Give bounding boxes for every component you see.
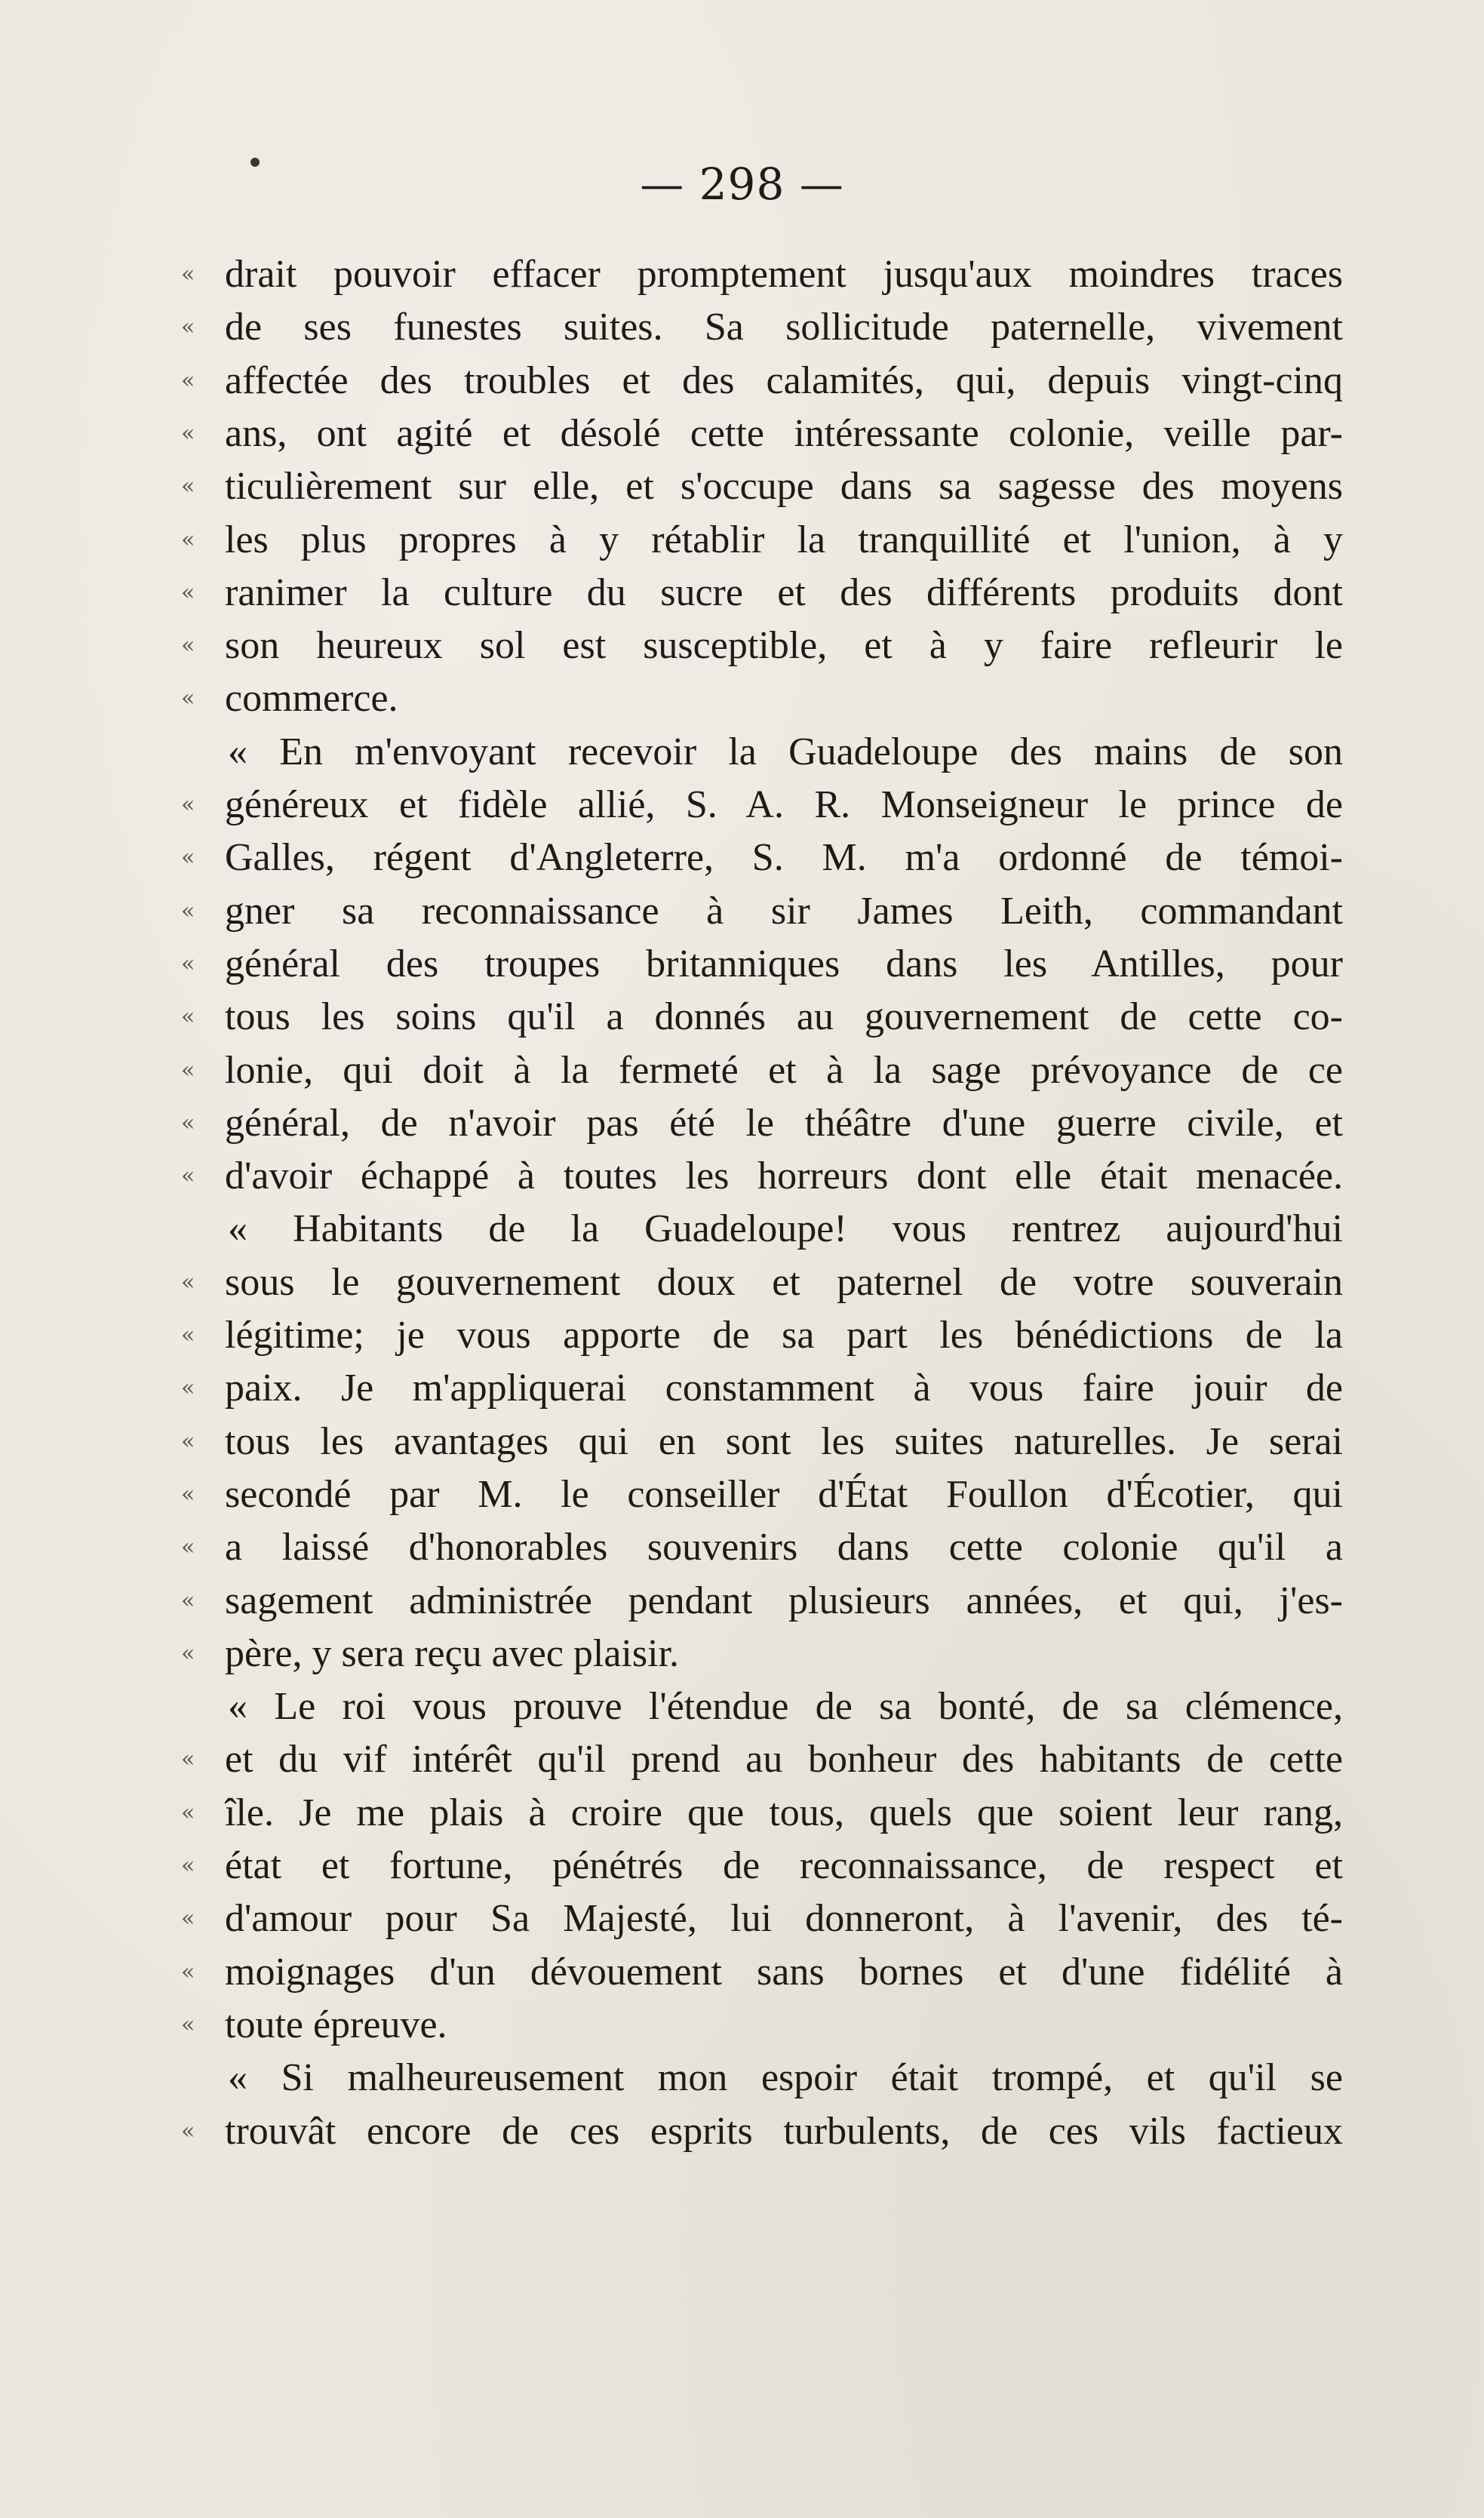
text-line-content: tous les avantages qui en sont les suites naturelles. Je serai [225, 1420, 1343, 1463]
text-line-content: tous les soins qu'il a donnés au gouvernement de cette co- [225, 995, 1343, 1038]
text-line-content: état et fortune, pénétrés de reconnaissance, de respect et [225, 1844, 1343, 1887]
margin-quote-mark: « [181, 685, 195, 712]
margin-quote-mark: « [181, 1163, 195, 1189]
margin-quote-mark: « [181, 473, 195, 500]
margin-quote-mark: « [181, 314, 195, 340]
text-line-content: d'avoir échappé à toutes les horreurs dont elle était menacée. [225, 1154, 1343, 1198]
margin-quote-mark: « [181, 1588, 195, 1614]
text-line-content: père, y sera reçu avec plaisir. [225, 1632, 680, 1675]
text-line [225, 247, 1343, 302]
text-line-content: et du vif intérêt qu'il prend au bonheur des habitants de cette [225, 1738, 1343, 1781]
margin-quote-mark: « [181, 580, 195, 606]
text-line [225, 1520, 1343, 1575]
text-line [225, 354, 1343, 408]
text-line-content: paix. Je m'appliquerai constamment à vous faire jouir de [225, 1367, 1343, 1410]
text-line-content: généreux et fidèle allié, S. A. R. Monseigneur le prince de [225, 783, 1343, 826]
text-line [225, 1361, 1343, 1416]
margin-quote-mark: « [181, 1640, 195, 1667]
text-line-content: lonie, qui doit à la fermeté et à la sage prévoyance de ce [225, 1049, 1343, 1092]
text-line-content: drait pouvoir effacer promptement jusqu'aux moindres traces [225, 253, 1343, 296]
text-line [225, 1574, 1343, 1628]
margin-quote-mark: « [181, 1322, 195, 1348]
margin-quote-mark: « [181, 1746, 195, 1772]
text-line-content: sous le gouvernement doux et paternel de votre souverain [225, 1261, 1343, 1304]
margin-quote-mark: « [181, 367, 195, 394]
text-line-content: gner sa reconnaissance à sir James Leith, commandant [225, 890, 1343, 933]
text-line [225, 937, 1343, 992]
text-line-content: secondé par M. le conseiller d'État Foullon d'Écotier, qui [225, 1473, 1343, 1516]
text-line [225, 460, 1343, 514]
text-line [225, 1044, 1343, 1098]
margin-quote-mark: « [181, 261, 195, 287]
text-line [225, 1892, 1343, 1946]
margin-quote-mark: « [181, 1852, 195, 1879]
text-line-content: général des troupes britanniques dans les Antilles, pour [225, 942, 1343, 985]
text-line-content: affectée des troubles et des calamités, qui, depuis vingt-cinq [225, 359, 1343, 402]
text-line-content: sagement administrée pendant plusieurs années, et qui, j'es- [225, 1579, 1343, 1622]
text-line-content: ans, ont agité et désolé cette intéressante colonie, veille par- [225, 412, 1343, 455]
text-line [225, 1149, 1343, 1204]
margin-quote-mark: « [181, 1269, 195, 1296]
text-line [225, 2104, 1343, 2159]
margin-quote-mark: « [181, 1428, 195, 1455]
text-line [228, 1202, 1346, 1256]
margin-quote-mark: « [181, 1004, 195, 1030]
margin-quote-mark: « [181, 1481, 195, 1508]
text-line [225, 1468, 1343, 1522]
text-line [225, 1096, 1343, 1151]
text-line [225, 1732, 1343, 1787]
text-line [225, 1627, 1343, 1681]
text-line [225, 884, 1343, 939]
text-line-content: d'amour pour Sa Majesté, lui donneront, à l'avenir, des té- [225, 1897, 1343, 1940]
text-line [225, 778, 1343, 832]
text-line-content: son heureux sol est susceptible, et à y faire refleurir le [225, 624, 1343, 667]
text-line [228, 1680, 1346, 1734]
text-line [225, 1308, 1343, 1363]
text-line [225, 1839, 1343, 1893]
text-line [228, 725, 1346, 779]
text-line [225, 1415, 1343, 1469]
text-line-content: ranimer la culture du sucre et des différents produits dont [225, 571, 1343, 614]
text-line-content: « Le roi vous prouve l'étendue de sa bonté, de sa clémence, [228, 1685, 1343, 1728]
margin-quote-mark: « [181, 527, 195, 553]
text-line [225, 300, 1343, 355]
text-line [225, 1786, 1343, 1840]
text-line-content: « Habitants de la Guadeloupe! vous rentrez aujourd'hui [228, 1207, 1343, 1250]
text-line-content: « Si malheureusement mon espoir était trompé, et qu'il se [228, 2056, 1343, 2099]
margin-quote-mark: « [181, 1800, 195, 1826]
text-line-content: les plus propres à y rétablir la tranquillité et l'union, à y [225, 518, 1343, 561]
margin-quote-mark: « [181, 1905, 195, 1932]
margin-quote-mark: « [181, 1959, 195, 1985]
text-line [225, 990, 1343, 1044]
text-line-content: légitime; je vous apporte de sa part les bénédictions de la [225, 1314, 1343, 1357]
text-line-content: trouvât encore de ces esprits turbulents, de ces vils factieux [225, 2110, 1343, 2153]
text-line [225, 831, 1343, 885]
text-line [225, 672, 1343, 726]
text-line-content: moignages d'un dévouement sans bornes et d'une fidélité à [225, 1951, 1343, 1994]
margin-quote-mark: « [181, 1110, 195, 1136]
text-line-content: toute épreuve. [225, 2003, 447, 2046]
text-line [228, 2051, 1346, 2105]
text-line-content: a laissé d'honorables souvenirs dans cette colonie qu'il a [225, 1526, 1343, 1569]
text-line-content: île. Je me plais à croire que tous, quels que soient leur rang, [225, 1791, 1343, 1834]
margin-quote-mark: « [181, 2118, 195, 2144]
text-line-content: ticulièrement sur elle, et s'occupe dans sa sagesse des moyens [225, 465, 1343, 508]
text-line-content: Galles, régent d'Angleterre, S. M. m'a ordonné de témoi- [225, 836, 1343, 879]
text-line-content: « En m'envoyant recevoir la Guadeloupe des mains de son [228, 730, 1343, 773]
text-line [225, 566, 1343, 620]
margin-quote-mark: « [181, 1534, 195, 1560]
text-line-content: de ses funestes suites. Sa sollicitude paternelle, vivement [225, 306, 1343, 349]
margin-quote-mark: « [181, 951, 195, 977]
text-line [225, 407, 1343, 461]
margin-quote-mark: « [181, 844, 195, 871]
margin-quote-mark: « [181, 1057, 195, 1084]
text-line [225, 1256, 1343, 1310]
margin-quote-mark: « [181, 792, 195, 818]
margin-quote-mark: « [181, 1375, 195, 1401]
text-line-content: commerce. [225, 677, 398, 720]
text-line-content: général, de n'avoir pas été le théâtre d'une guerre civile, et [225, 1102, 1343, 1145]
text-line [225, 619, 1343, 673]
margin-quote-mark: « [181, 632, 195, 659]
text-line [225, 1998, 1343, 2052]
margin-quote-mark: « [181, 898, 195, 924]
text-line [225, 513, 1343, 567]
margin-quote-mark: « [181, 420, 195, 447]
text-line [225, 1945, 1343, 2000]
page-number: — 298 — [640, 158, 844, 210]
margin-quote-mark: « [181, 2012, 195, 2038]
